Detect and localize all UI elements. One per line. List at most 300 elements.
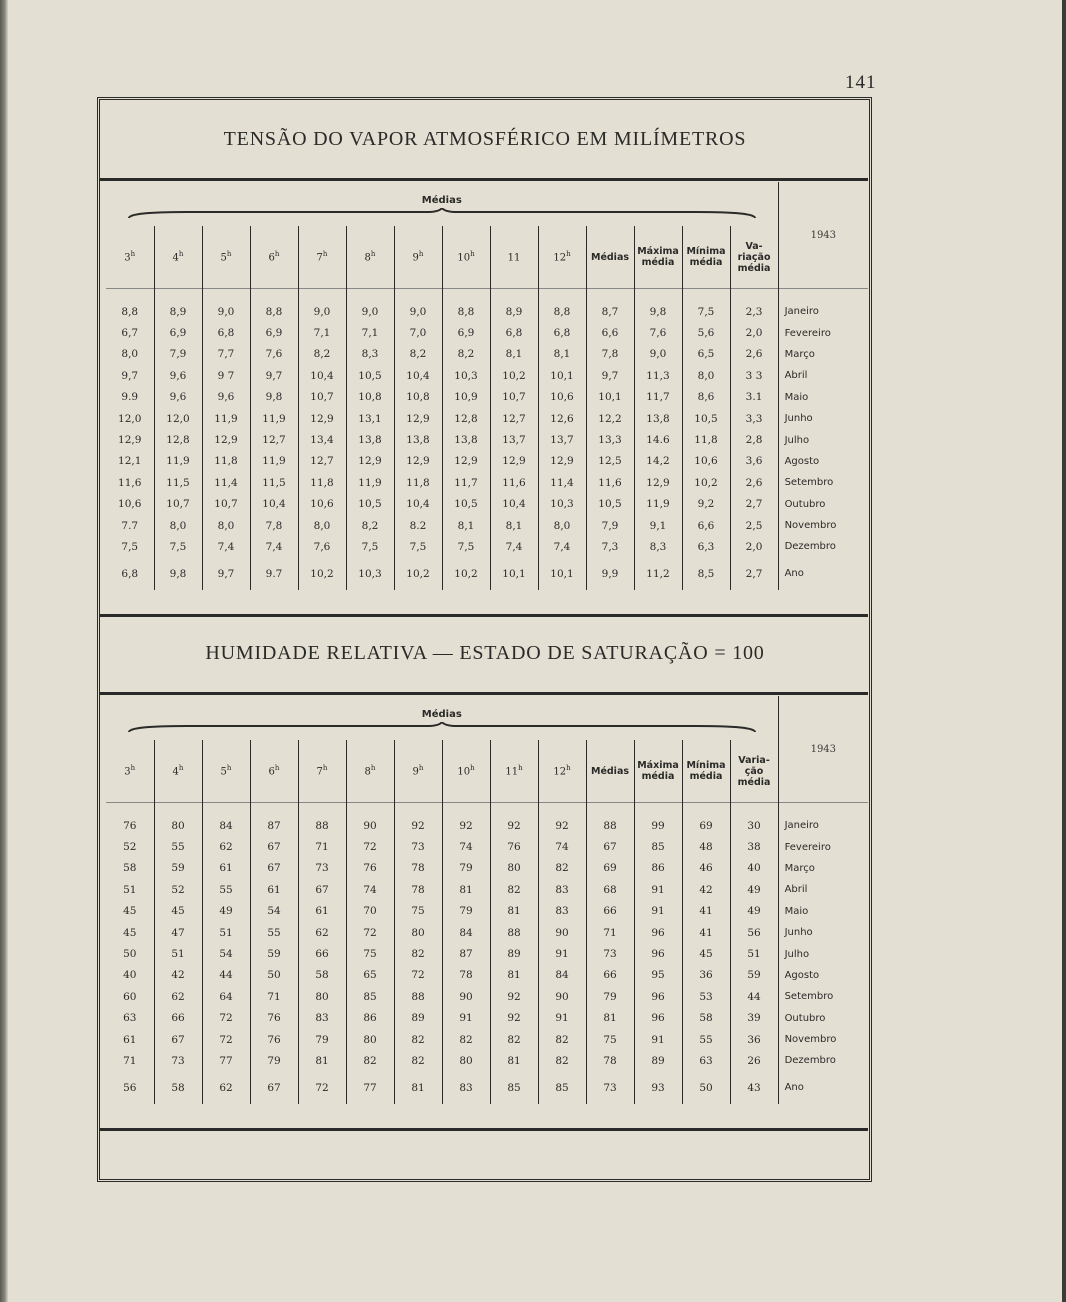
table-cell: 84: [202, 815, 250, 836]
hour-number: 11: [507, 252, 521, 264]
table-row: [106, 943, 868, 964]
table-cell: 6,9: [154, 322, 202, 343]
table-cell: 8,9: [490, 301, 538, 322]
summary-label: Médias: [590, 251, 630, 263]
table-cell: 64: [202, 986, 250, 1007]
table-cell: 7,4: [490, 536, 538, 557]
table-cell: 49: [730, 901, 778, 922]
month-label: Junho: [778, 408, 868, 429]
table-cell: 2,5: [730, 515, 778, 536]
table-cell: 10,5: [682, 408, 730, 429]
hour-suffix: h: [566, 250, 571, 259]
table-cell: 8,0: [682, 365, 730, 386]
table-cell: 51: [730, 943, 778, 964]
table-cell: 11,4: [538, 472, 586, 493]
table-cell: 14,2: [634, 451, 682, 472]
table-cell: 66: [586, 901, 634, 922]
table-cell: 6,6: [682, 515, 730, 536]
month-label: Abril: [778, 365, 868, 386]
table-cell: 7,5: [682, 301, 730, 322]
table-cell: 8,3: [346, 344, 394, 365]
table-row: [106, 515, 868, 536]
column-header-summary: [682, 226, 730, 289]
table-cell: 43: [730, 1072, 778, 1104]
table-cell: 71: [298, 836, 346, 857]
table-cell: 84: [442, 922, 490, 943]
table-cell: 7,0: [394, 322, 442, 343]
group-brace: [127, 722, 757, 734]
hour-number: 12: [553, 766, 567, 778]
table-cell: 7,3: [586, 536, 634, 557]
table-cell: 11,8: [298, 472, 346, 493]
table-cell: 45: [106, 901, 154, 922]
table-cell: 8,0: [106, 344, 154, 365]
table-cell: 9,7: [586, 365, 634, 386]
table-cell: 10,3: [442, 365, 490, 386]
hour-suffix: h: [322, 250, 328, 259]
table-cell: 69: [682, 815, 730, 836]
table-row: [106, 408, 868, 429]
table-cell: 12,0: [106, 408, 154, 429]
table-cell: 83: [538, 901, 586, 922]
hour-number: 6: [268, 252, 275, 264]
table-cell: 96: [634, 943, 682, 964]
table-cell: 80: [394, 922, 442, 943]
table-cell: 92: [490, 1008, 538, 1029]
table-cell: 8,8: [538, 301, 586, 322]
table-cell: 66: [154, 1008, 202, 1029]
month-label: Janeiro: [778, 815, 868, 836]
summary-label: Varia-ção média: [737, 754, 771, 788]
month-label: Agosto: [778, 451, 868, 472]
table-row: [106, 858, 868, 879]
month-label: Setembro: [778, 472, 868, 493]
year-label: 1943: [778, 182, 868, 289]
table-cell: 58: [298, 965, 346, 986]
table-cell: 11,2: [634, 558, 682, 590]
table-cell: 55: [154, 836, 202, 857]
table-row: [106, 879, 868, 900]
table-cell: 11,9: [202, 408, 250, 429]
table-cell: 13,8: [346, 429, 394, 450]
header-separator: [106, 803, 868, 816]
table-cell: 13,7: [538, 429, 586, 450]
month-label: Março: [778, 858, 868, 879]
table-cell: 91: [538, 943, 586, 964]
hour-suffix: h: [370, 764, 376, 773]
table-cell: 90: [538, 986, 586, 1007]
group-header: [106, 696, 778, 740]
table-cell: 12,2: [586, 408, 634, 429]
table-cell: 11,9: [346, 472, 394, 493]
hour-number: 11: [505, 766, 519, 778]
table-cell: 75: [394, 901, 442, 922]
table-cell: 85: [490, 1072, 538, 1104]
column-header-summary: [634, 740, 682, 803]
table-cell: 8,6: [682, 387, 730, 408]
table-cell: 92: [490, 986, 538, 1007]
table-cell: 73: [586, 943, 634, 964]
table-cell: 76: [346, 858, 394, 879]
table-cell: 10,5: [346, 494, 394, 515]
table-cell: 11,9: [250, 408, 298, 429]
hour-suffix: h: [418, 250, 424, 259]
relative-humidity-table: [106, 696, 868, 1104]
table-cell: 11,6: [106, 472, 154, 493]
table-row: [106, 451, 868, 472]
column-header-hour: [202, 740, 250, 803]
annual-label: Ano: [778, 1072, 868, 1104]
table-cell: 8,8: [442, 301, 490, 322]
table-cell: 90: [442, 986, 490, 1007]
table-cell: 10,4: [394, 365, 442, 386]
table-cell: 6,7: [106, 322, 154, 343]
table-cell: 73: [394, 836, 442, 857]
hour-suffix: h: [130, 250, 136, 259]
table-cell: 81: [586, 1008, 634, 1029]
table-cell: 13,4: [298, 429, 346, 450]
table-cell: 77: [346, 1072, 394, 1104]
table-cell: 6,8: [202, 322, 250, 343]
table-cell: 36: [682, 965, 730, 986]
table-cell: 74: [442, 836, 490, 857]
month-label: Fevereiro: [778, 322, 868, 343]
table-cell: 26: [730, 1050, 778, 1071]
table-cell: 6,3: [682, 536, 730, 557]
table-cell: 12,9: [394, 408, 442, 429]
table-cell: 55: [202, 879, 250, 900]
table-cell: 83: [442, 1072, 490, 1104]
vapor-pressure-table: [106, 182, 868, 590]
hour-suffix: h: [470, 764, 475, 773]
table-cell: 8,2: [298, 344, 346, 365]
table-cell: 67: [250, 836, 298, 857]
table-cell: 11,3: [634, 365, 682, 386]
table-row: [106, 322, 868, 343]
table-cell: 9,1: [634, 515, 682, 536]
summary-label: Va-riação média: [737, 240, 771, 274]
column-header-hour: [250, 226, 298, 289]
table-cell: 6,8: [490, 322, 538, 343]
table-cell: 82: [394, 943, 442, 964]
table-cell: 68: [586, 879, 634, 900]
table-cell: 92: [442, 815, 490, 836]
table-cell: 61: [298, 901, 346, 922]
table-cell: 44: [202, 965, 250, 986]
table-cell: 70: [346, 901, 394, 922]
table-cell: 59: [154, 858, 202, 879]
table-cell: 3,3: [730, 408, 778, 429]
page-number: 141: [845, 72, 877, 93]
table-cell: 81: [442, 879, 490, 900]
table-cell: 12,9: [202, 429, 250, 450]
hour-suffix: h: [566, 764, 571, 773]
table-cell: 82: [490, 1029, 538, 1050]
table-cell: 3 3: [730, 365, 778, 386]
table-cell: 67: [250, 1072, 298, 1104]
table-cell: 11,9: [154, 451, 202, 472]
table-cell: 82: [394, 1050, 442, 1071]
table-cell: 85: [346, 986, 394, 1007]
table-cell: 63: [106, 1008, 154, 1029]
table-cell: 12,9: [106, 429, 154, 450]
table-cell: 11,6: [490, 472, 538, 493]
hour-number: 10: [457, 252, 471, 264]
table-cell: 85: [634, 836, 682, 857]
hour-number: 8: [364, 252, 371, 264]
table-cell: 7,6: [634, 322, 682, 343]
table-cell: 73: [298, 858, 346, 879]
table-cell: 78: [394, 879, 442, 900]
hour-number: 6: [268, 766, 275, 778]
table-cell: 78: [394, 858, 442, 879]
table-cell: 9.9: [106, 387, 154, 408]
table-cell: 80: [154, 815, 202, 836]
column-header-row: [106, 740, 868, 803]
table-cell: 81: [490, 1050, 538, 1071]
annual-label: Ano: [778, 558, 868, 590]
table-cell: 11,9: [250, 451, 298, 472]
table-cell: 10,7: [154, 494, 202, 515]
table-cell: 6,6: [586, 322, 634, 343]
table-cell: 10,2: [682, 472, 730, 493]
table-cell: 80: [298, 986, 346, 1007]
table-cell: 8,1: [490, 515, 538, 536]
table-cell: 13,8: [634, 408, 682, 429]
hour-number: 10: [457, 766, 471, 778]
hour-number: 4: [172, 766, 179, 778]
month-label: Julho: [778, 943, 868, 964]
table-cell: 9,8: [634, 301, 682, 322]
month-label: Fevereiro: [778, 836, 868, 857]
table-cell: 8,7: [586, 301, 634, 322]
table-cell: 10,4: [298, 365, 346, 386]
table-cell: 89: [394, 1008, 442, 1029]
table-cell: 8,2: [442, 344, 490, 365]
table-cell: 7,5: [394, 536, 442, 557]
hour-suffix: h: [178, 764, 184, 773]
table-cell: 8,8: [250, 301, 298, 322]
summary-label: Médias: [590, 765, 630, 777]
table-cell: 89: [634, 1050, 682, 1071]
table-cell: 2,6: [730, 472, 778, 493]
table-cell: 79: [250, 1050, 298, 1071]
table-cell: 3,6: [730, 451, 778, 472]
humidity-section-title: HUMIDADE RELATIVA — ESTADO DE SATURAÇÃO = 100: [205, 642, 765, 664]
table-cell: 10,9: [442, 387, 490, 408]
table-cell: 12,7: [490, 408, 538, 429]
table-cell: 51: [154, 943, 202, 964]
table-cell: 63: [682, 1050, 730, 1071]
table-cell: 7,9: [154, 344, 202, 365]
table-cell: 11,8: [394, 472, 442, 493]
table-cell: 92: [394, 815, 442, 836]
table-cell: 9.7: [250, 558, 298, 590]
table-cell: 7,7: [202, 344, 250, 365]
table-cell: 10,4: [394, 494, 442, 515]
table-cell: 82: [538, 858, 586, 879]
table-cell: 55: [250, 922, 298, 943]
table-cell: 9,7: [106, 365, 154, 386]
table-cell: 10,1: [538, 365, 586, 386]
table-cell: 74: [346, 879, 394, 900]
column-header-hour: [490, 226, 538, 289]
table-cell: 72: [346, 922, 394, 943]
table-cell: 91: [634, 879, 682, 900]
table-cell: 8,1: [538, 344, 586, 365]
table-cell: 10,5: [586, 494, 634, 515]
vapor-section-title: TENSÃO DO VAPOR ATMOSFÉRICO EM MILÍMETROS: [223, 128, 747, 150]
table-cell: 71: [586, 922, 634, 943]
table-cell: 9,8: [154, 558, 202, 590]
table-cell: 74: [538, 836, 586, 857]
table-row: [106, 387, 868, 408]
column-header-summary: [586, 740, 634, 803]
table-cell: 76: [250, 1008, 298, 1029]
table-cell: 54: [250, 901, 298, 922]
table-row: [106, 815, 868, 836]
column-header-hour: [538, 740, 586, 803]
table-cell: 67: [586, 836, 634, 857]
table-cell: 62: [202, 1072, 250, 1104]
month-label: Maio: [778, 901, 868, 922]
page-edge: [1062, 0, 1066, 1302]
table-cell: 13,3: [586, 429, 634, 450]
hour-suffix: h: [370, 250, 376, 259]
table-cell: 51: [202, 922, 250, 943]
table-cell: 10,7: [298, 387, 346, 408]
column-header-hour: [442, 226, 490, 289]
table-cell: 71: [106, 1050, 154, 1071]
table-cell: 8,2: [394, 344, 442, 365]
column-header-hour: [202, 226, 250, 289]
table-cell: 79: [442, 901, 490, 922]
table-cell: 96: [634, 922, 682, 943]
table-cell: 42: [154, 965, 202, 986]
table-cell: 54: [202, 943, 250, 964]
table-cell: 7,5: [106, 536, 154, 557]
table-cell: 6,8: [538, 322, 586, 343]
table-cell: 8,2: [346, 515, 394, 536]
table-cell: 78: [586, 1050, 634, 1071]
table-cell: 44: [730, 986, 778, 1007]
table-cell: 10,1: [538, 558, 586, 590]
month-label: Agosto: [778, 965, 868, 986]
table-cell: 58: [154, 1072, 202, 1104]
table-cell: 95: [634, 965, 682, 986]
table-cell: 45: [154, 901, 202, 922]
table-cell: 7,8: [586, 344, 634, 365]
table-cell: 12,5: [586, 451, 634, 472]
month-label: Dezembro: [778, 536, 868, 557]
table-cell: 8,5: [682, 558, 730, 590]
hour-number: 8: [364, 766, 371, 778]
table-cell: 10,6: [106, 494, 154, 515]
table-cell: 2,8: [730, 429, 778, 450]
table-cell: 8.2: [394, 515, 442, 536]
table-row: [106, 494, 868, 515]
table-cell: 10,1: [490, 558, 538, 590]
table-cell: 10,2: [298, 558, 346, 590]
table-cell: 79: [442, 858, 490, 879]
column-header-hour: [250, 740, 298, 803]
table-cell: 38: [730, 836, 778, 857]
table-row: [106, 301, 868, 322]
table-cell: 11,5: [250, 472, 298, 493]
table-cell: 49: [202, 901, 250, 922]
hour-number: 3: [124, 766, 131, 778]
hour-number: 9: [412, 252, 419, 264]
table-cell: 80: [442, 1050, 490, 1071]
month-label: Maio: [778, 387, 868, 408]
humidity-title-rule: [100, 692, 868, 695]
table-cell: 12,9: [634, 472, 682, 493]
table-cell: 6,9: [442, 322, 490, 343]
table-cell: 9 7: [202, 365, 250, 386]
table-cell: 11,5: [154, 472, 202, 493]
table-cell: 47: [154, 922, 202, 943]
table-cell: 86: [346, 1008, 394, 1029]
table-cell: 77: [202, 1050, 250, 1071]
column-header-summary: [730, 740, 778, 803]
table-cell: 11,4: [202, 472, 250, 493]
table-cell: 75: [586, 1029, 634, 1050]
table-cell: 12,9: [442, 451, 490, 472]
summary-label: Máxima média: [637, 246, 679, 268]
table-cell: 10,3: [346, 558, 394, 590]
header-separator: [106, 289, 868, 302]
table-cell: 10,5: [346, 365, 394, 386]
table-cell: 12,0: [154, 408, 202, 429]
table-cell: 10,5: [442, 494, 490, 515]
table-cell: 10,8: [394, 387, 442, 408]
table-cell: 10,2: [394, 558, 442, 590]
table-cell: 39: [730, 1008, 778, 1029]
table-cell: 14.6: [634, 429, 682, 450]
month-label: Novembro: [778, 1029, 868, 1050]
table-row: [106, 536, 868, 557]
summary-label: Mínima média: [686, 246, 726, 268]
table-cell: 91: [634, 1029, 682, 1050]
table-cell: 72: [202, 1029, 250, 1050]
table-row: [106, 429, 868, 450]
table-cell: 92: [538, 815, 586, 836]
table-cell: 30: [730, 815, 778, 836]
table-cell: 67: [154, 1029, 202, 1050]
table-cell: 7,9: [586, 515, 634, 536]
table-cell: 13,8: [442, 429, 490, 450]
table-cell: 10,6: [682, 451, 730, 472]
table-cell: 8,1: [490, 344, 538, 365]
table-cell: 82: [490, 879, 538, 900]
table-cell: 52: [154, 879, 202, 900]
table-cell: 46: [682, 858, 730, 879]
table-cell: 9,6: [154, 365, 202, 386]
table-cell: 79: [298, 1029, 346, 1050]
table-cell: 87: [250, 815, 298, 836]
group-label: Médias: [421, 194, 462, 206]
column-header-row: [106, 226, 868, 289]
table-cell: 7,5: [442, 536, 490, 557]
month-label: Setembro: [778, 986, 868, 1007]
table-cell: 9,0: [346, 301, 394, 322]
table-cell: 12,9: [490, 451, 538, 472]
table-row: [106, 472, 868, 493]
table-row: [106, 986, 868, 1007]
table-cell: 61: [250, 879, 298, 900]
annual-row: [106, 558, 868, 590]
table-cell: 40: [106, 965, 154, 986]
